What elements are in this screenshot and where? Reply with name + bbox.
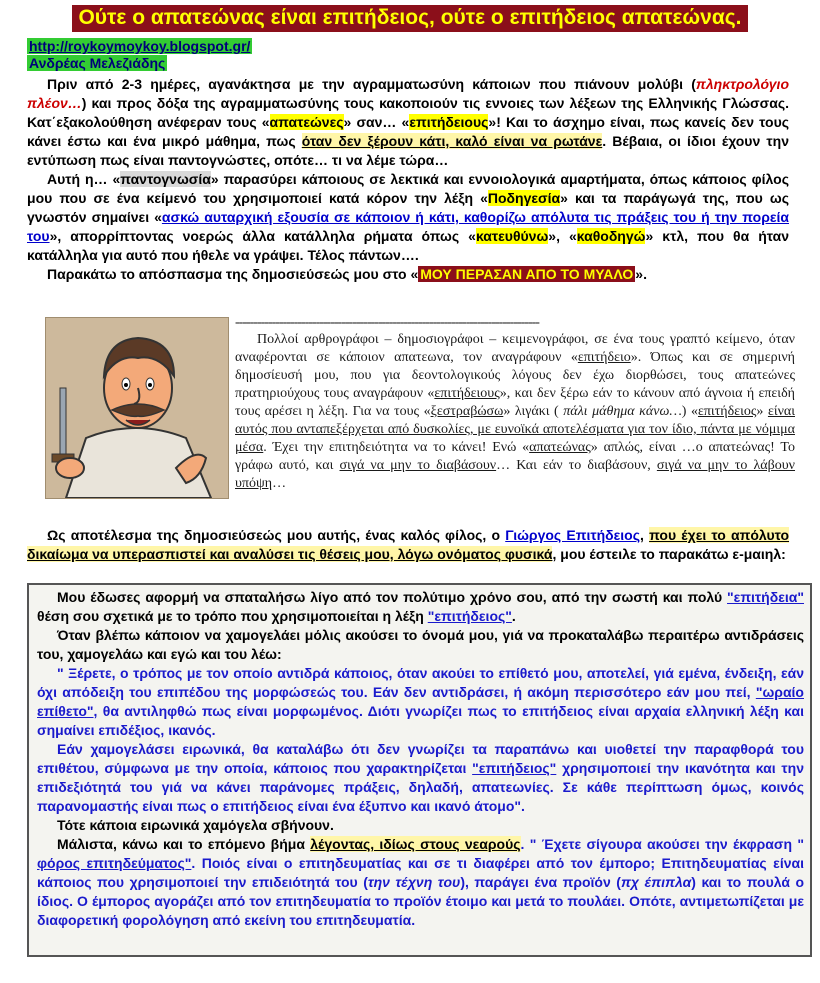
cartoon-illustration	[45, 317, 229, 499]
underlined-phrase: σιγά να μην το λάβουν υπόψη	[235, 458, 796, 491]
underlined-definition: είναι αυτός που ανταπεξέρχεται από δυσκολίες, με ευνοϊκά αποτελέσματα για τον ίδιο, πάντα με νόμιμα μέσα	[235, 404, 796, 455]
underlined-term: ξεστραβώσω	[430, 404, 504, 419]
blog-link[interactable]: http://roykoymoykoy.blogspot.gr/	[29, 38, 251, 54]
text: ), παράγει ένα προϊόν (	[460, 874, 621, 890]
highlight-kateythyno: κατευθύνω	[475, 228, 549, 244]
quoted-term: "επιτήδειος"	[427, 608, 512, 624]
email-paragraph-3	[37, 664, 804, 740]
text: . Βέβαια, οι ίδιοι έχουν την εντύπωση πως είναι παντογνώστες, οπότε… τι να λέμε τώρα…	[27, 133, 789, 168]
text: ».	[635, 266, 647, 282]
text: χρησιμοποιεί την ικανότητα και την επιδεξιότητά του γιά να κάνει παράνομες πράξεις, δηλαδή, απατεωνίες. Σε κάθε περίπτωση όμως, κοινός παρανομαστής είναι πως ο επιτήδειος είναι ένα έξυπνο και ικανό άτομο".	[37, 760, 805, 814]
email-paragraph-6	[37, 835, 804, 930]
blog-section-badge[interactable]: ΜΟΥ ΠΕΡΑΣΑΝ ΑΠΟ ΤΟ ΜΥΑΛΟ	[420, 266, 634, 282]
author-name: Ανδρέας Μελεζιάδης	[29, 55, 166, 71]
keyboard-aside: πληκτρολόγιο πλέον…	[27, 76, 789, 111]
highlight-epitideious: επιτήδειους	[409, 114, 489, 130]
text: " Ξέρετε, ο τρόπος με τον οποίο αντιδρά κάποιος, όταν ακούει το επίθετό μου, αποτελεί, γιά εμένα, ένδειξη, εάν όχι απόδειξη του επιπέδου της μορφώσεώς του. Εάν δεν αντιδράσει, ή ακόμη περισσότερο εάν μου πεί,	[37, 665, 804, 700]
underlined-phrase: σιγά να μην το διαβάσουν	[339, 458, 497, 473]
text: » λιγάκι (	[503, 404, 564, 419]
text: »	[756, 404, 768, 419]
text: , θα αντιληφθώ πως είναι μορφωμένος. Διότι γνωρίζει πως το επιτήδειος είναι αρχαία ελληνική λέξη και σημαίνει επιδέξιος, ικανός.	[37, 703, 804, 738]
article	[27, 75, 789, 284]
text: ) και το πουλά ο ίδιος. Ο έμπορος αγοράζει από τον επιτηδευματία το προϊόν έτοιμο και μετά το πουλάει. Οπότε, αντιμετωπίζεται με διαφορετική φορολόγηση από εκείνη του επιτηδευματία.	[37, 874, 805, 928]
text: ». Όπως και σε σημερινή δημοσίευσή μου, που για δεοντολογικούς λόγους δεν έχω διορθώσει, τους απατεώνες πρατηριούχους τους αναγράφουν «	[235, 350, 795, 401]
highlight-apateones: απατεώνες	[269, 114, 344, 130]
text: . " Έχετε σίγουρα ακούσει την έκφραση "	[520, 836, 804, 852]
text: Μου έδωσες αφορμή να σπαταλήσω λίγο από τον πολύτιμο χρόνο σου, από την σωστή και πολύ	[57, 589, 728, 605]
text: Πολλοί αρθρογράφοι – δημοσιογράφοι – κειμενογράφοι, σε ένα τους γραπτό κείμενο, όταν αναφέρονται σε κάποιον απατεωνα, τον αναγράφουν «	[235, 332, 795, 365]
text: », απορρίπτοντας νοερώς άλλα κατάλληλα ρήματα όπως «	[49, 228, 476, 244]
highlight-podigesia: Ποδηγεσία	[487, 190, 561, 206]
text: , μου έστειλε το παρακάτω ε-μαιηλ:	[552, 546, 786, 562]
header	[27, 38, 252, 72]
text: », «	[548, 228, 577, 244]
text: θέση σου σχετικά με το τρόπο που χρησιμοποιείται η λέξη	[37, 608, 428, 624]
email-paragraph-2: Όταν βλέπω κάποιον να χαμογελάει μόλις ακούσει το όνομά μου, γιά να προκαταλάβω περαιτέρω αντιδράσεις του, χαμογελάω και εγώ και του λέω:	[37, 627, 804, 662]
text: .	[511, 608, 516, 624]
text: Μάλιστα, κάνω και το επόμενο βήμα	[57, 836, 311, 852]
highlight-kathodigo: καθοδηγώ	[576, 228, 646, 244]
after-paragraph	[27, 526, 789, 564]
text: Παρακάτω το απόσπασμα της δημοσιεύσεώς μου στο «	[47, 266, 419, 282]
quoted-term: φόρος επιτηδεύματος"	[37, 855, 192, 871]
email-paragraph-1	[37, 588, 804, 626]
text: » σαν… «	[343, 114, 410, 130]
text: ) και προς δόξα της αγραμματωσύνης τους κακοποιούν τις εννοιες των λέξεων της Ελληνικής Γλώσσας. Κατ΄εξακολούθηση ανέφεραν τους «	[27, 95, 789, 130]
text: » κτλ, που θα ήταν κατάλληλα για αυτό που ήθελε να γράψει. Τέλος πάντων….	[27, 228, 789, 263]
page-title: Ούτε ο απατεώνας είναι επιτήδειος, ούτε ο επιτήδειος απατεώνας.	[72, 5, 747, 32]
friend-intro	[27, 526, 789, 564]
underlined-term: επιτήδειος	[697, 404, 757, 419]
highlight-phrase: όταν δεν ξέρουν κάτι, καλό είναι να ρωτάνε	[301, 133, 603, 149]
text: . Ποιός είναι ο επιτηδευματίας και σε τι διαφέρει από τον έμπορο; Επιτηδευματίας είναι κάποιος που χρησιμοποιεί την επιδειότητά του (	[37, 855, 804, 890]
text: » και τα παράγωγά της, που ως γνωστόν σημαίνει «	[27, 190, 789, 225]
text: Ως αποτέλεσμα της δημοσιεύσεώς μου αυτής, ένας καλός φίλος, ο	[47, 527, 506, 543]
excerpt-text	[235, 331, 795, 493]
separator-line: -----------------------------------------------------------------------------------	[235, 317, 539, 330]
highlight-phrase: λέγοντας, ιδίως στους νεαρούς	[310, 836, 521, 852]
underlined-term: απατεώνας	[529, 440, 591, 455]
quoted-term: "ωραίο επίθετο"	[37, 684, 804, 719]
text: …	[272, 476, 287, 491]
friend-name-link[interactable]: Γιώργος Επιτήδειος	[505, 527, 640, 543]
underlined-term: επιτήδειους	[434, 386, 500, 401]
text: . Έχει την επιτηδειότητα να το κάνει! Ενώ «	[263, 440, 530, 455]
email-paragraph-5: Τότε κάποια ειρωνικά χαμόγελα σβήνουν.	[57, 817, 334, 833]
italic-aside: την τέχνη του	[367, 874, 461, 890]
quoted-term: "επιτήδειος"	[472, 760, 557, 776]
definition-link[interactable]: ασκώ αυταρχική εξουσία σε κάποιον ή κάτι, καθορίζω απόλυτα τις πράξεις του ή την πορεία του	[27, 209, 789, 244]
highlight-pantognosia: παντογνωσία	[120, 171, 211, 187]
text: … Και εάν το διαβάσουν,	[496, 458, 657, 473]
italic-aside: πχ έπιπλα	[620, 874, 692, 890]
italic-aside: πάλι μάθημα κάνω…	[563, 404, 682, 419]
text: »! Και το άσχημο είναι, πως κανείς δεν τους κάνει έστω και ένα μικρό μάθημα, πως	[27, 114, 790, 149]
underlined-term: επιτήδειο	[577, 350, 631, 365]
article-paragraph-3	[27, 265, 789, 284]
text: Αυτή η… «	[47, 171, 121, 187]
article-paragraph-1	[27, 75, 789, 170]
quoted-excerpt	[45, 317, 796, 522]
quoted-term: "επιτήδεια"	[727, 589, 804, 605]
email-paragraph-4	[37, 740, 804, 816]
cartoon-figure-icon	[46, 318, 228, 498]
text: ,	[640, 527, 650, 543]
text: ) «	[681, 404, 698, 419]
title-wrap	[0, 5, 820, 32]
text: Πριν από 2-3 ημέρες, αγανάκτησα με την αγραμματωσύνη κάποιων που πιάνουν μολύβι (	[47, 76, 696, 92]
text: », και δεν ξέρω εάν το κάνουν από άγνοια ή επειδή τους αρέσει η λέξη. Για να τους «	[235, 386, 795, 419]
email-box	[27, 583, 812, 957]
scanned-excerpt	[235, 317, 795, 522]
highlight-phrase: που έχει το απόλυτο δικαίωμα να υπερασπιστεί και αναλύσει τις θέσεις μου, λόγω ονόματος φυσικά	[27, 527, 790, 562]
text: » απλώς, είναι …ο απατεώνας! Το γράφω αυτό, και	[235, 440, 795, 473]
text: » παρασύρει κάποιους σε λεκτικά και εννοιολογικά αμαρτήματα, όπως κάποιος φίλος μου που σε ένα κείμενό του χρησιμοποιεί κατά κόρον την λέξη «	[27, 171, 789, 206]
article-paragraph-2	[27, 170, 789, 265]
text: Εάν χαμογελάσει ειρωνικά, θα καταλάβω ότι δεν γνωρίζει τα παραπάνω και υιοθετεί την παραφθορά του επιθέτου, σύμφωνα με την οποία, κάποιος που χαρακτηρίζεται	[37, 741, 804, 776]
